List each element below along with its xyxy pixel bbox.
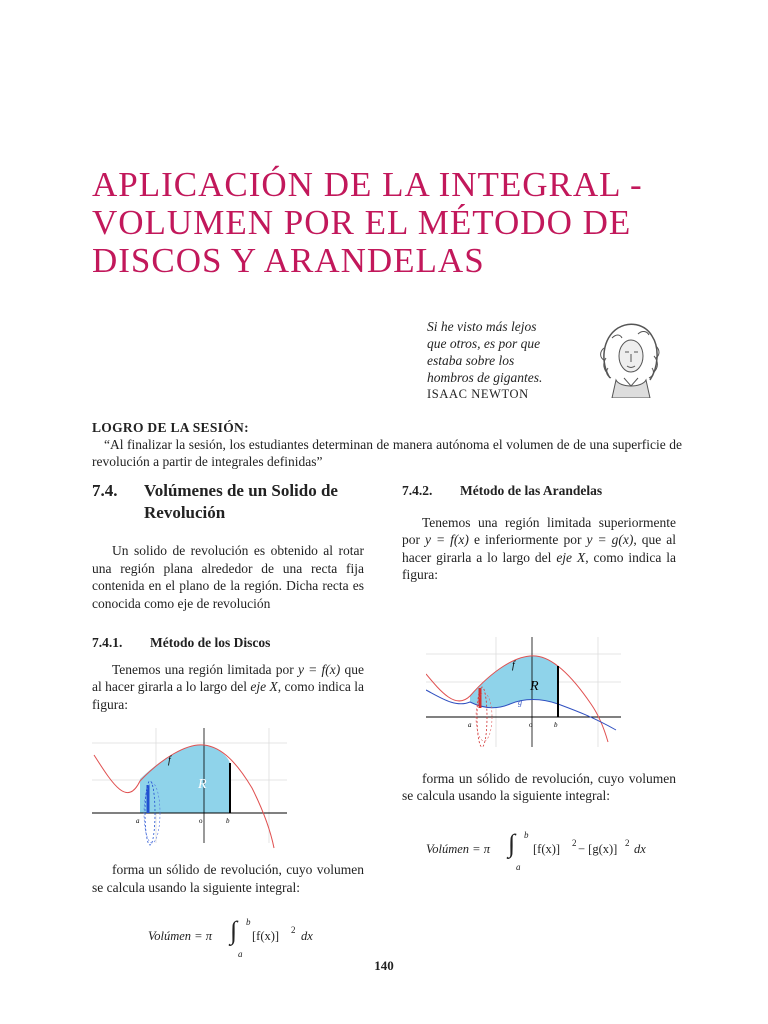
formula-upper-limit: b — [246, 917, 251, 927]
integral-sign: ∫ — [230, 916, 238, 945]
formula-lhs: Volúmen = π — [426, 841, 490, 856]
formula-power: 2 — [291, 925, 296, 935]
epigraph-line: estaba sobre los — [427, 353, 515, 368]
label-b: b — [226, 817, 230, 825]
label-f: f — [512, 659, 515, 671]
formula-upper-limit: b — [524, 829, 529, 840]
integral-sign: ∫ — [508, 828, 516, 858]
formula-integrand: [f(x)] — [533, 841, 561, 856]
formula-power-1: 2 — [572, 837, 577, 848]
section-heading-7-4 — [92, 480, 364, 524]
page-number: 140 — [374, 958, 394, 973]
chapter-title: APLICACIÓN DE LA INTEGRAL - VOLUMEN POR EL MÉTODO DE DISCOS Y ARANDELAS — [92, 165, 643, 280]
label-R: R — [198, 777, 207, 792]
subsection-heading-7-4-1 — [92, 634, 364, 652]
formula-integrand: [f(x)] — [252, 929, 280, 943]
formula-lower-limit: a — [516, 861, 521, 872]
discs-formula — [148, 916, 364, 959]
formula-lower-limit: a — [238, 949, 243, 959]
subsection-number: 7.4.2. — [402, 483, 433, 498]
epigraph-line: que otros, es por que — [427, 336, 541, 351]
label-g: g — [518, 697, 522, 707]
section-paragraph: Un solido de revolución es obtenido al rotar una región plana alrededor de una recta fija contenida en el plano de la región. Dicha recta es conocida como eje de revolución — [92, 543, 364, 611]
washers-intro: Tenemos una región limitada superiormente por y = f(x) e inferiormente por y = g(x), que al hacer girarla a lo largo del eje X, como indica la figura: — [402, 514, 677, 582]
subsection-title: Método de los Discos — [150, 635, 271, 650]
session-goal — [92, 419, 682, 470]
discs-figure — [92, 723, 292, 853]
formula-dx: dx — [634, 841, 646, 856]
left-column — [92, 480, 365, 959]
goal-heading: LOGRO DE LA SESIÓN: — [92, 420, 249, 435]
epigraph-author: ISAAC NEWTON — [427, 387, 529, 401]
subsection-heading-7-4-2 — [402, 482, 676, 500]
newton-portrait — [590, 318, 670, 398]
goal-text: “Al finalizar la sesión, los estudiantes determinan de manera autónoma el volumen de de una superficie de revolución a partir de integrales definidas” — [92, 437, 682, 469]
right-column — [402, 480, 677, 872]
section-title: Volúmenes de un Solido de Revolución — [144, 481, 338, 522]
formula-minus-term: − [g(x)] — [578, 841, 618, 856]
label-f: f — [168, 755, 171, 766]
epigraph — [427, 318, 577, 403]
section-number: 7.4. — [92, 481, 118, 500]
formula-dx: dx — [301, 929, 313, 943]
discs-intro: Tenemos una región limitada por y = f(x) que al hacer girarla a lo largo del eje X, como indica la figura: — [92, 661, 365, 712]
washers-figure — [426, 632, 626, 762]
discs-after: forma un sólido de revolución, cuyo volumen se calcula usando la siguiente integral: — [92, 862, 364, 895]
epigraph-line: hombros de gigantes. — [427, 370, 543, 385]
subsection-number: 7.4.1. — [92, 635, 123, 650]
epigraph-line: Si he visto más lejos — [427, 319, 537, 334]
formula-lhs: Volúmen = π — [148, 929, 212, 943]
label-R: R — [530, 678, 539, 694]
label-o: o — [529, 720, 533, 729]
label-o: o — [199, 817, 203, 825]
subsection-title: Método de las Arandelas — [460, 483, 603, 498]
label-a: a — [468, 720, 472, 729]
washers-after: forma un sólido de revolución, cuyo volumen se calcula usando la siguiente integral: — [402, 770, 676, 803]
formula-power-2: 2 — [625, 837, 630, 848]
label-a: a — [136, 817, 140, 825]
washers-formula — [426, 828, 676, 872]
label-b: b — [554, 720, 558, 729]
